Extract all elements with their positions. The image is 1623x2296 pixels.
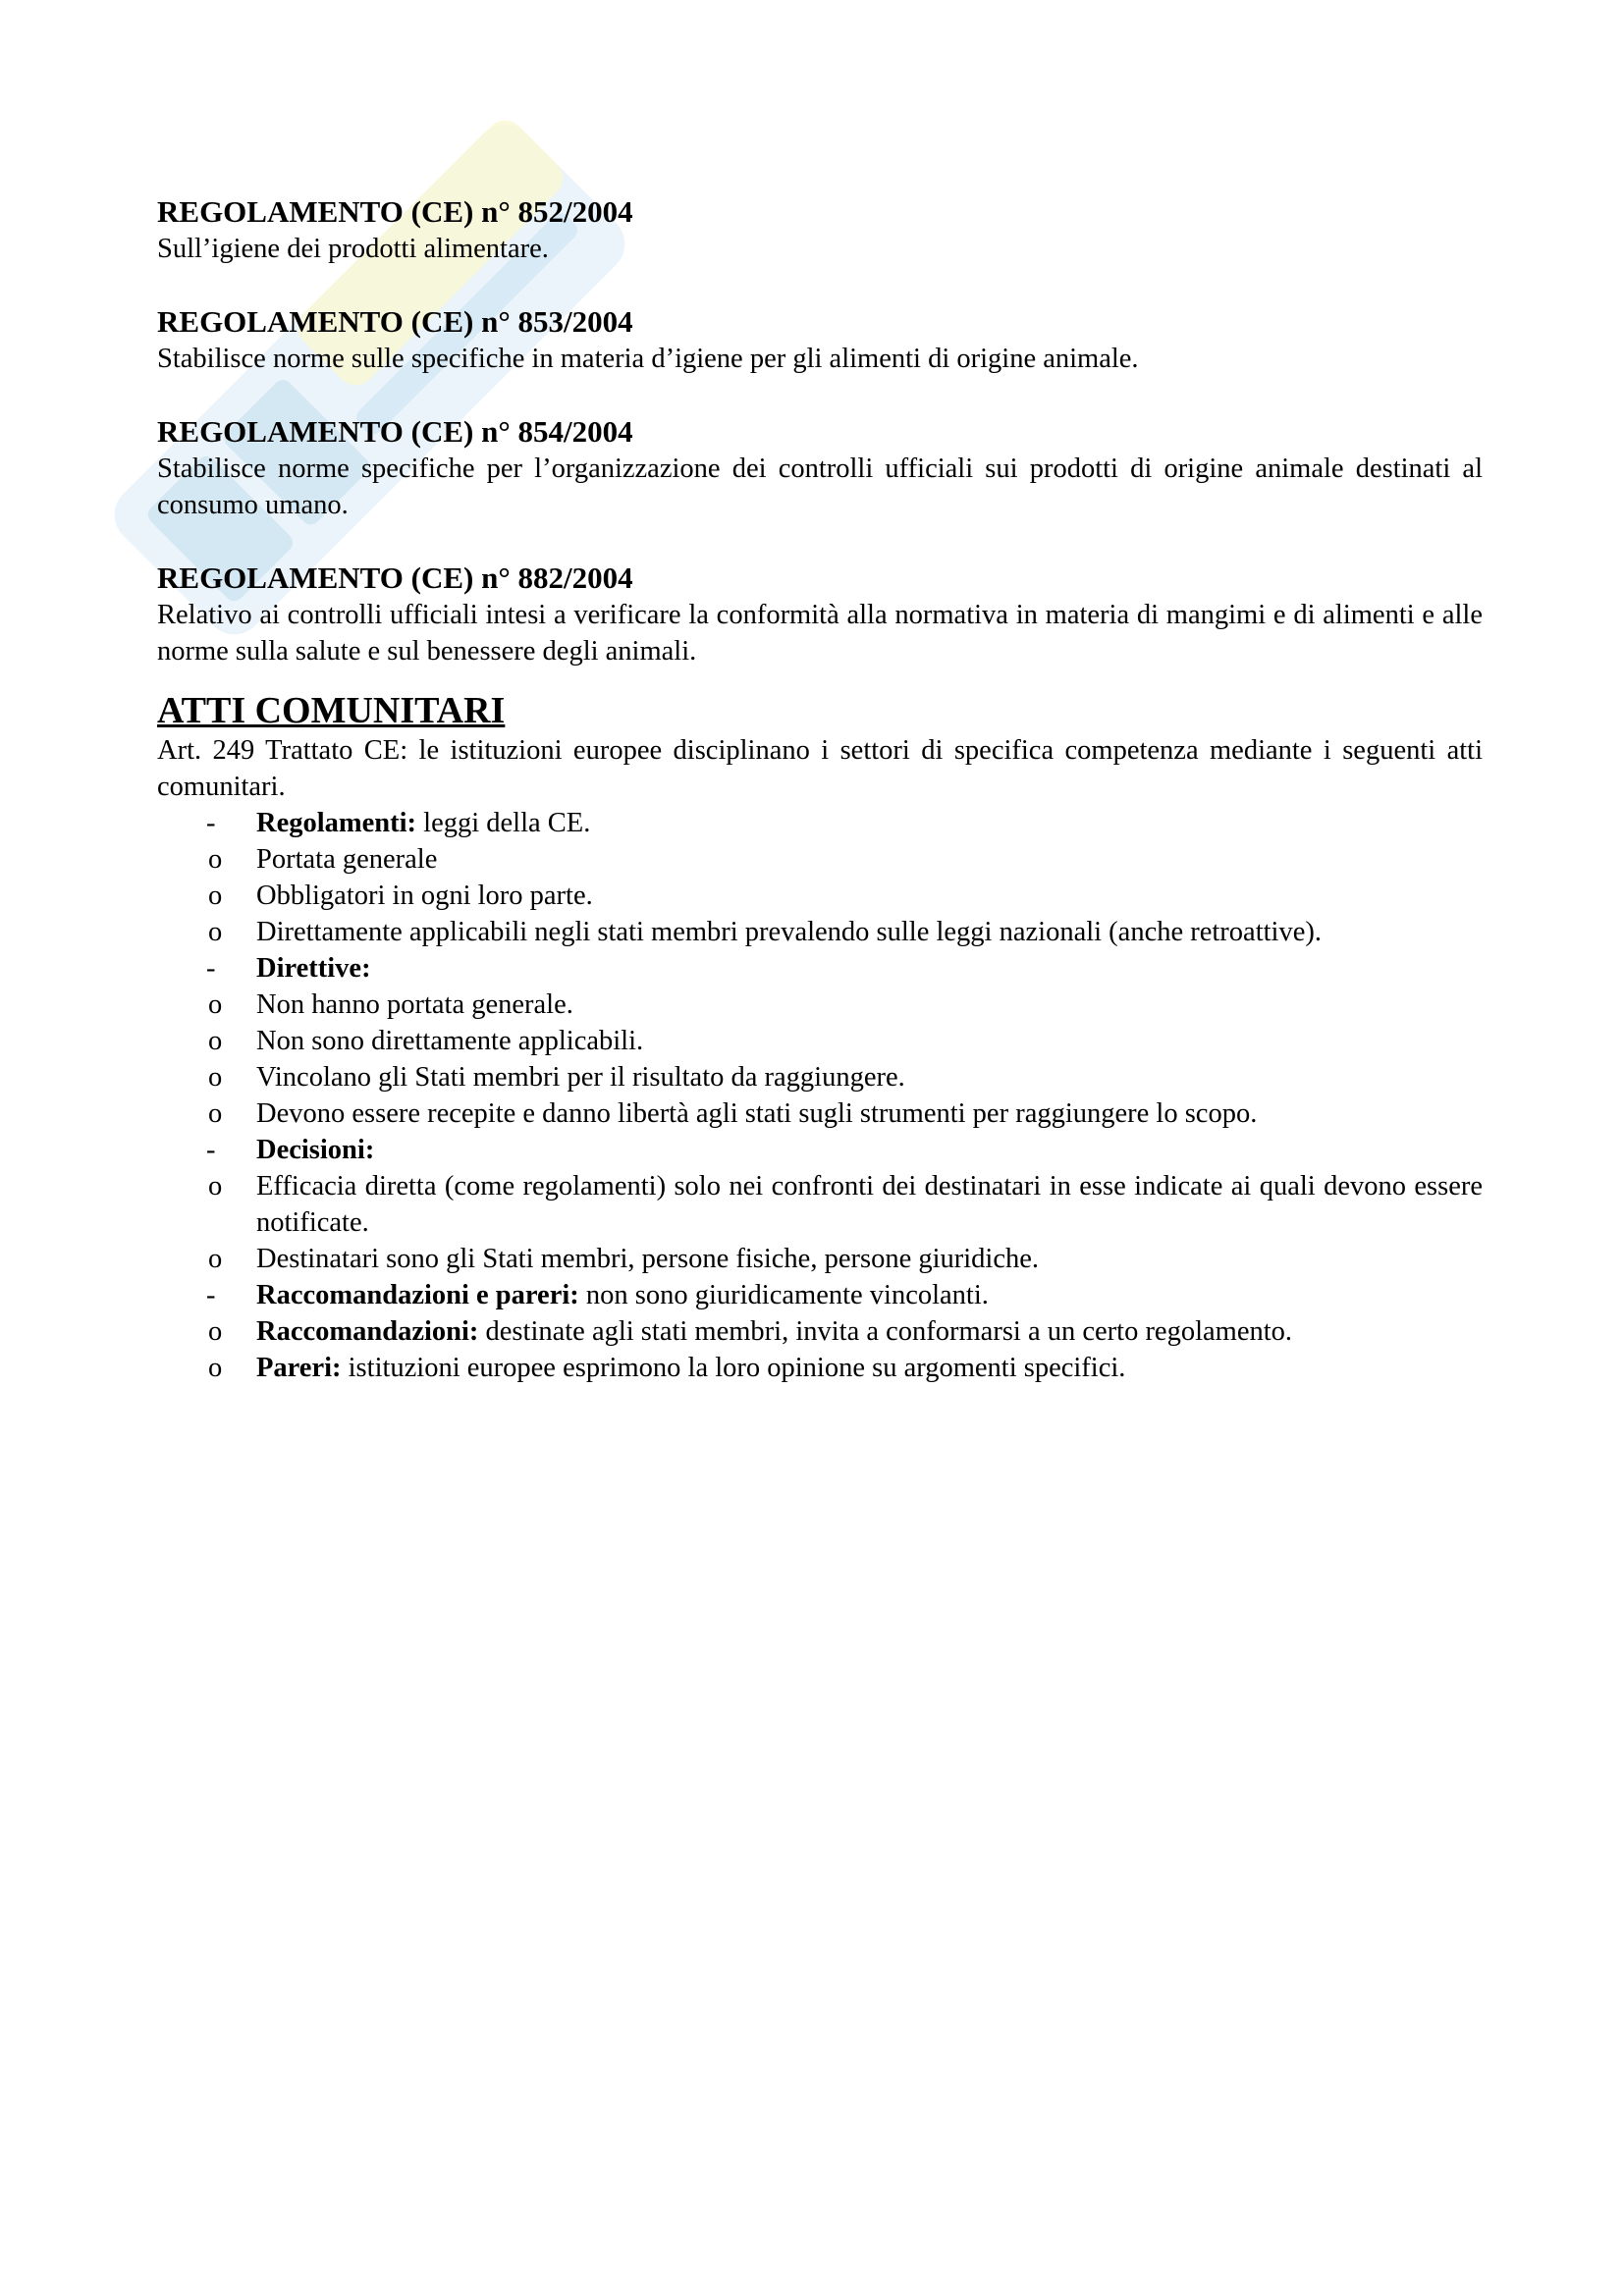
item-text: non sono giuridicamente vincolanti.	[578, 1280, 989, 1310]
sub-item-text: Direttamente applicabili negli stati membri prevalendo sulle leggi nazionali (anche retroattive).	[256, 917, 1322, 947]
sub-list-item	[157, 1023, 1483, 1059]
regulation-block	[157, 192, 1483, 267]
list-item	[157, 1277, 1483, 1386]
sub-item-text: destinate agli stati membri, invita a conformarsi a un certo regolamento.	[478, 1316, 1293, 1347]
regulation-block	[157, 302, 1483, 377]
sub-list-item	[157, 914, 1483, 950]
sub-item-text: Non hanno portata generale.	[256, 989, 573, 1020]
regulation-description: Stabilisce norme sulle specifiche in materia d’igiene per gli alimenti di origine animale.	[157, 344, 1139, 374]
sub-list-item	[157, 1350, 1483, 1386]
section-intro: Art. 249 Trattato CE: le istituzioni europee disciplinano i settori di specifica competenza mediante i seguenti atti comunitari.	[157, 735, 1483, 802]
list-item	[157, 950, 1483, 1132]
dash-bullet: -	[206, 1135, 216, 1165]
dash-bullet: -	[206, 953, 216, 984]
circle-bullet: o	[208, 1353, 223, 1383]
regulation-description: Sull’igiene dei prodotti alimentare.	[157, 234, 549, 264]
regulation-block	[157, 412, 1483, 523]
sub-item-text: istituzioni europee esprimono la loro opinione su argomenti specifici.	[341, 1353, 1126, 1383]
sub-list	[157, 1313, 1483, 1386]
list-item	[157, 805, 1483, 950]
section-title: ATTI COMUNITARI	[157, 690, 506, 731]
regulation-block	[157, 559, 1483, 669]
circle-bullet: o	[208, 1026, 223, 1056]
item-text: leggi della CE.	[416, 808, 591, 838]
regulation-title: REGOLAMENTO (CE) n° 853/2004	[157, 304, 633, 339]
sub-item-text: Devono essere recepite e danno libertà agli stati sugli strumenti per raggiungere lo scopo.	[256, 1098, 1258, 1129]
item-label: Decisioni:	[256, 1135, 375, 1165]
regulation-description: Relativo ai controlli ufficiali intesi a verificare la conformità alla normativa in materia di mangimi e di alimenti e alle norme sulla salute e sul benessere degli animali.	[157, 600, 1483, 667]
circle-bullet: o	[208, 917, 223, 947]
circle-bullet: o	[208, 1244, 223, 1274]
regulation-title: REGOLAMENTO (CE) n° 852/2004	[157, 194, 633, 229]
sub-list	[157, 987, 1483, 1132]
circle-bullet: o	[208, 1171, 223, 1201]
item-label: Regolamenti:	[256, 808, 417, 838]
sub-list	[157, 1168, 1483, 1277]
circle-bullet: o	[208, 1062, 223, 1093]
circle-bullet: o	[208, 844, 223, 875]
sub-list-item	[157, 878, 1483, 914]
list-item	[157, 1132, 1483, 1277]
sub-item-text: Vincolano gli Stati membri per il risultato da raggiungere.	[256, 1062, 905, 1093]
circle-bullet: o	[208, 1098, 223, 1129]
circle-bullet: o	[208, 989, 223, 1020]
sub-item-text: Destinatari sono gli Stati membri, persone fisiche, persone giuridiche.	[256, 1244, 1040, 1274]
sub-item-label: Pareri:	[256, 1353, 342, 1383]
dash-bullet: -	[206, 1280, 216, 1310]
sub-list	[157, 841, 1483, 950]
item-label: Direttive:	[256, 953, 371, 984]
sub-item-text: Non sono direttamente applicabili.	[256, 1026, 644, 1056]
item-label: Raccomandazioni e pareri:	[256, 1280, 579, 1310]
document-page	[157, 192, 1483, 1386]
sub-list-item	[157, 1059, 1483, 1095]
sub-item-text: Efficacia diretta (come regolamenti) solo nei confronti dei destinatari in esse indicate ai quali devono essere notificate.	[256, 1171, 1483, 1238]
regulation-title: REGOLAMENTO (CE) n° 882/2004	[157, 561, 633, 595]
sub-item-text: Portata generale	[256, 844, 438, 875]
sub-list-item	[157, 841, 1483, 878]
acts-list	[157, 805, 1483, 1386]
sub-list-item	[157, 1095, 1483, 1132]
sub-list-item	[157, 1168, 1483, 1241]
sub-list-item	[157, 1241, 1483, 1277]
circle-bullet: o	[208, 881, 223, 911]
sub-list-item	[157, 1313, 1483, 1350]
dash-bullet: -	[206, 808, 216, 838]
sub-item-label: Raccomandazioni:	[256, 1316, 479, 1347]
regulation-title: REGOLAMENTO (CE) n° 854/2004	[157, 414, 633, 449]
circle-bullet: o	[208, 1316, 223, 1347]
sub-list-item	[157, 987, 1483, 1023]
regulation-description: Stabilisce norme specifiche per l’organizzazione dei controlli ufficiali sui prodotti di origine animale destinati al consumo umano.	[157, 454, 1483, 520]
sub-item-text: Obbligatori in ogni loro parte.	[256, 881, 593, 911]
regulations-list	[157, 192, 1483, 669]
